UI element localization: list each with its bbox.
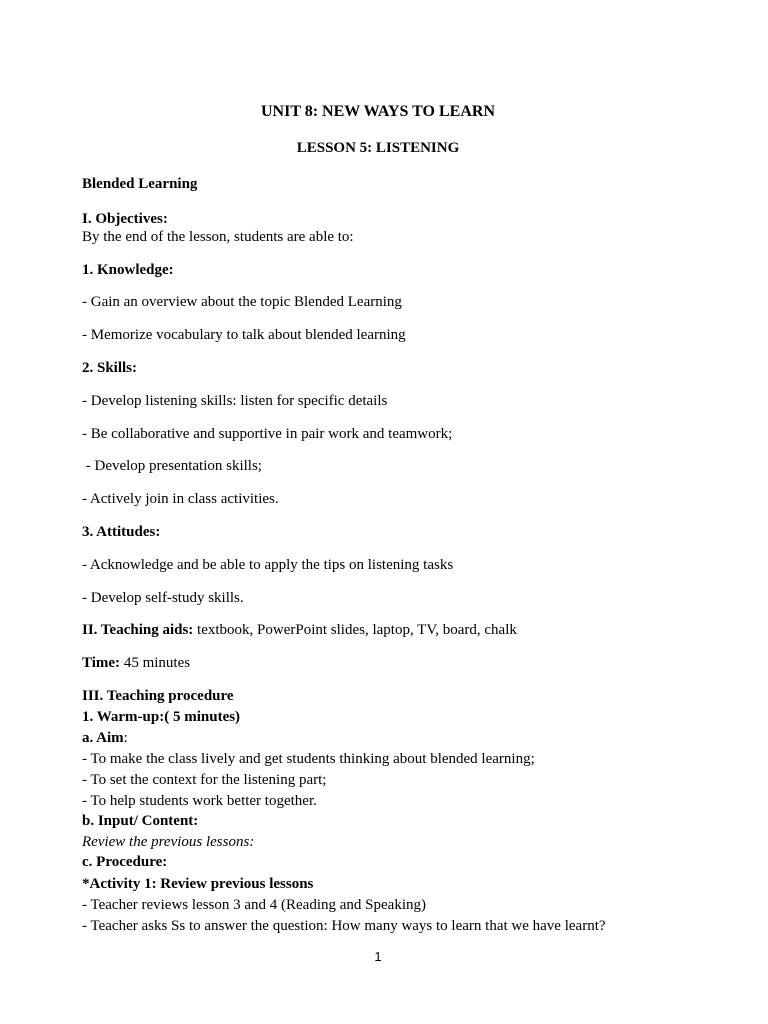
activity-item: - Teacher reviews lesson 3 and 4 (Reading and Speaking) <box>82 897 426 913</box>
lesson-time: Time: 45 minutes <box>82 655 191 671</box>
skills-item: - Develop listening skills: listen for specific details <box>82 393 388 409</box>
aim-item: - To help students work better together. <box>82 793 317 809</box>
knowledge-item: - Gain an overview about the topic Blended Learning <box>82 294 402 310</box>
attitudes-item: - Develop self-study skills. <box>82 590 244 606</box>
objectives-heading: I. Objectives: <box>82 211 168 227</box>
lesson-subtitle: LESSON 5: LISTENING <box>296 140 460 156</box>
input-text: Review the previous lessons: <box>82 834 255 850</box>
skills-heading: 2. Skills: <box>82 360 138 376</box>
warmup-heading: 1. Warm-up:( 5 minutes) <box>82 709 241 725</box>
page-number: 1 <box>374 949 382 964</box>
skills-item: - Be collaborative and supportive in pair work and teamwork; <box>82 426 453 442</box>
aim-heading: a. Aim: <box>82 730 128 746</box>
activity-item: - Teacher asks Ss to answer the question: How many ways to learn that we have learnt? <box>82 918 606 934</box>
skills-item: - Develop presentation skills; <box>82 458 262 474</box>
attitudes-item: - Acknowledge and be able to apply the tips on listening tasks <box>82 557 454 573</box>
objectives-intro: By the end of the lesson, students are able to: <box>82 229 354 245</box>
knowledge-heading: 1. Knowledge: <box>82 262 174 278</box>
procedure-heading: III. Teaching procedure <box>82 688 234 704</box>
aim-item: - To set the context for the listening part; <box>82 772 327 788</box>
skills-item: - Actively join in class activities. <box>82 491 279 507</box>
attitudes-heading: 3. Attitudes: <box>82 524 161 540</box>
input-heading: b. Input/ Content: <box>82 813 199 829</box>
aim-item: - To make the class lively and get students thinking about blended learning; <box>82 751 535 767</box>
teaching-aids: II. Teaching aids: textbook, PowerPoint slides, laptop, TV, board, chalk <box>82 622 517 638</box>
knowledge-item: - Memorize vocabulary to talk about blended learning <box>82 327 406 343</box>
topic-heading: Blended Learning <box>82 176 198 192</box>
document-title: UNIT 8: NEW WAYS TO LEARN <box>260 103 495 120</box>
procedure-subheading: c. Procedure: <box>82 854 168 870</box>
activity-heading: *Activity 1: Review previous lessons <box>82 876 314 892</box>
